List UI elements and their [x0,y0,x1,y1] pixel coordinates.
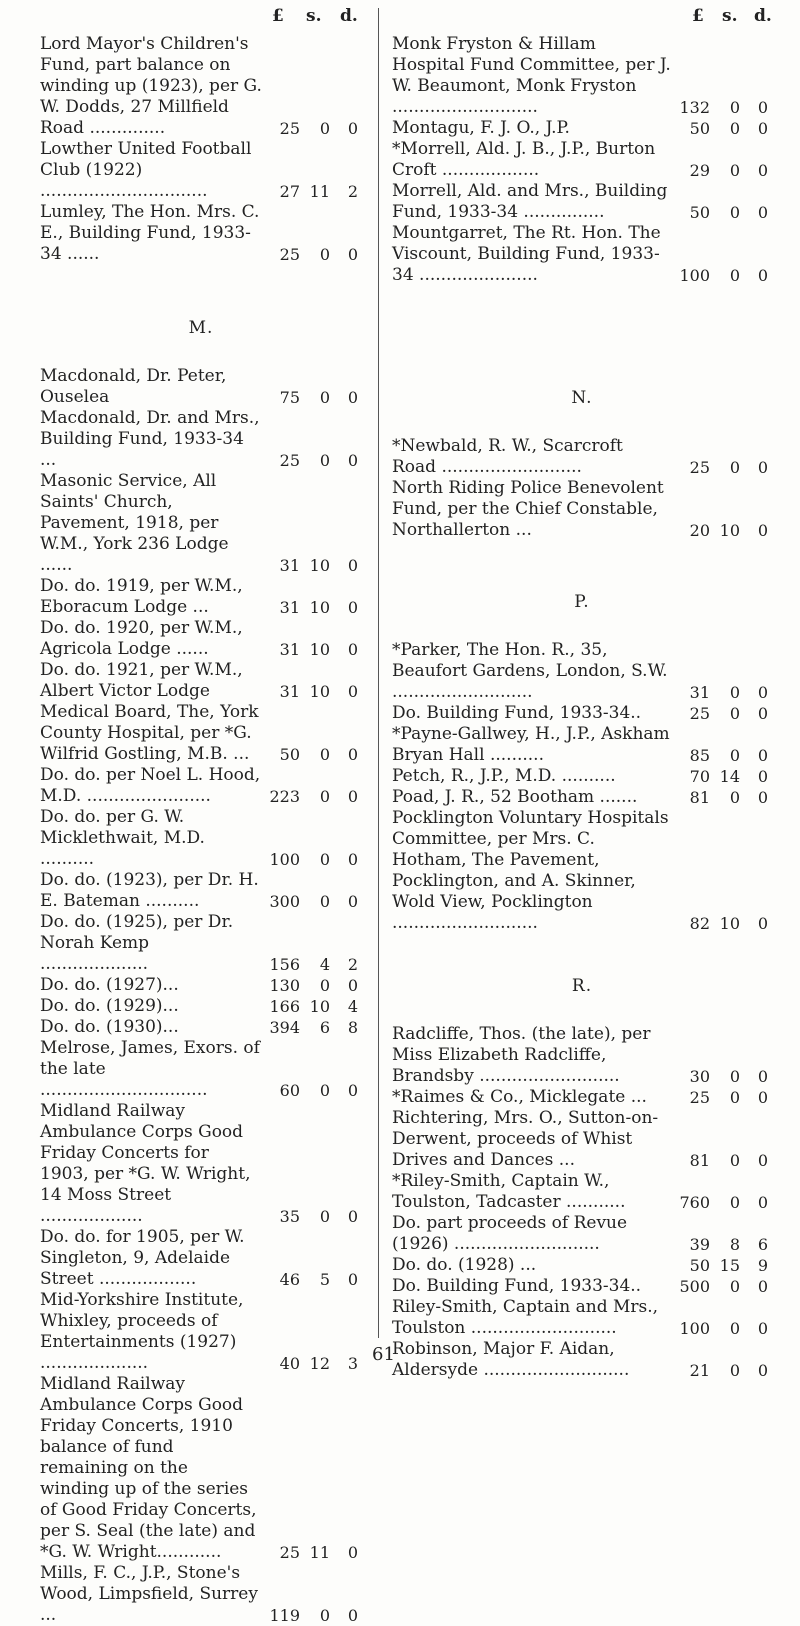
entry-amount [266,786,362,807]
pence-value: 0 [347,1081,358,1100]
entry-amount [676,97,772,118]
shillings-value: 0 [319,245,330,264]
shillings-value: 6 [319,1018,330,1037]
pounds-value: 25 [689,458,710,477]
list-item [40,702,362,765]
pounds-value: 25 [279,119,300,138]
entry-name: Do. do. per G. W. Micklethwait, M.D. .......... [40,807,211,869]
entry-name: *Raimes & Co., Micklegate ... [392,1087,647,1107]
entry-name: Riley-Smith, Captain and Mrs., Toulston ........................... [392,1297,664,1338]
list-item [392,1024,772,1087]
entry-amount [266,1269,362,1290]
list-item [392,766,772,787]
entry-amount [266,639,362,660]
shillings-value: 0 [729,704,740,723]
list-item [392,787,772,808]
entry-amount [266,387,362,408]
entry-name: Do. part proceeds of Revue (1926) ........................... [392,1213,633,1254]
pence-value: 0 [347,1270,358,1289]
pounds-value: 20 [689,521,710,540]
entry-amount [266,181,362,202]
entry-name: Mills, F. C., J.P., Stone's Wood, Limpsfield, Surrey ... [40,1563,264,1625]
pence-value: 0 [347,119,358,138]
pounds-value: 70 [689,767,710,786]
pence-value: 0 [347,598,358,617]
entry-amount [676,1087,772,1108]
entry-amount [266,1353,362,1374]
entry-name: Do. do. 1920, per W.M., Agricola Lodge ...... [40,618,249,659]
entry-amount [266,849,362,870]
entry-amount [676,1360,772,1381]
pounds-value: 166 [269,997,300,1016]
pounds-value: 35 [279,1207,300,1226]
list-item [40,660,362,702]
list-item [40,912,362,975]
shillings-value: 0 [729,1319,740,1338]
shillings-value: 0 [729,1277,740,1296]
pounds-value: 39 [689,1235,710,1254]
list-item [40,408,362,471]
pence-value: 0 [347,640,358,659]
pence-value: 2 [347,955,358,974]
pence-value: 6 [757,1235,768,1254]
list-item [392,1297,772,1339]
pounds-value: 40 [279,1354,300,1373]
pence-header: d. [754,6,772,26]
pence-value: 0 [757,788,768,807]
pounds-value: 119 [269,1606,300,1625]
column-divider [378,8,379,1338]
pence-header: d. [340,6,358,26]
pounds-value: 31 [279,598,300,617]
pence-value: 0 [757,1067,768,1086]
pounds-value: 50 [689,203,710,222]
pence-value: 4 [347,997,358,1016]
entry-amount [266,681,362,702]
pence-value: 0 [347,1207,358,1226]
page-number: 61 [372,1344,395,1365]
pounds-value: 46 [279,1270,300,1289]
pounds-value: 760 [679,1193,710,1212]
pounds-value: 31 [279,556,300,575]
pence-value: 0 [347,682,358,701]
entry-name: Lowther United Football Club (1922) ............................... [40,139,257,201]
pounds-value: 223 [269,787,300,806]
shillings-value: 12 [309,1354,330,1373]
shillings-value: 0 [729,458,740,477]
entry-name: Mid-Yorkshire Institute, Whixley, proceeds of Entertainments (1927) .................... [40,1290,249,1373]
pounds-value: 29 [689,161,710,180]
entry-amount [676,457,772,478]
shillings-value: 0 [319,119,330,138]
list-item [392,1339,772,1381]
pence-value: 0 [347,1606,358,1625]
entry-name: Macdonald, Dr. Peter, Ouselea [40,366,232,407]
list-item [392,1255,772,1276]
section-letter-r: R. [571,976,593,996]
shillings-value: 10 [309,640,330,659]
pence-value: 0 [757,1361,768,1380]
entry-amount [676,682,772,703]
list-item [40,34,362,139]
shillings-value: 0 [319,745,330,764]
list-item [40,870,362,912]
shillings-value: 11 [309,1543,330,1562]
shillings-value: 0 [729,98,740,117]
pence-value: 0 [757,266,768,285]
list-item [392,34,772,118]
entry-name: Poad, J. R., 52 Bootham ....... [392,787,638,807]
list-item [40,202,362,265]
entry-name: Do. do. (1930)... [40,1017,179,1037]
entry-amount [266,597,362,618]
entry-name: Richtering, Mrs. O., Sutton-on-Derwent, proceeds of Whist Drives and Dances ... [392,1108,659,1170]
list-item [40,1101,362,1227]
list-item [392,478,772,541]
shillings-value: 0 [729,203,740,222]
shillings-value: 0 [729,1067,740,1086]
list-item [40,1227,362,1290]
list-item [40,471,362,576]
pence-value: 0 [757,1088,768,1107]
shillings-value: 11 [309,182,330,201]
pounds-value: 85 [689,746,710,765]
list-item [40,139,362,202]
pence-value: 0 [757,1151,768,1170]
entry-name: Midland Railway Ambulance Corps Good Friday Concerts, 1910 balance of fund remaining on the winding up of the series of Good Friday Concerts, per S. Seal (the late) and *G. W. Wright............ [40,1374,262,1562]
pounds-value: 394 [269,1018,300,1037]
list-item [392,1108,772,1171]
pence-value: 0 [757,98,768,117]
pence-value: 0 [757,1193,768,1212]
pence-value: 0 [757,1277,768,1296]
list-item [40,1374,362,1563]
entry-name: *Riley-Smith, Captain W., Toulston, Tadcaster ........... [392,1171,626,1212]
entry-amount [676,1066,772,1087]
pounds-value: 132 [679,98,710,117]
entry-name: Lord Mayor's Children's Fund, part balance on winding up (1923), per G. W. Dodds, 27 Millfield Road .............. [40,34,268,138]
entry-amount [266,996,362,1017]
entry-name: *Payne-Gallwey, H., J.P., Askham Bryan Hall .......... [392,724,676,765]
entry-name: Macdonald, Dr. and Mrs., Building Fund, 1933-34 ... [40,408,265,470]
pounds-value: 25 [689,1088,710,1107]
list-item [40,366,362,408]
entry-amount [266,1605,362,1626]
entry-amount [676,520,772,541]
entry-amount [676,1276,772,1297]
shillings-value: 0 [319,451,330,470]
entry-name: Do. do. for 1905, per W. Singleton, 9, Adelaide Street .................. [40,1227,250,1289]
section-letter-p: P. [574,592,590,612]
list-item [40,576,362,618]
list-item [392,181,772,223]
pence-value: 0 [757,203,768,222]
pounds-value: 100 [269,850,300,869]
entry-name: Masonic Service, All Saints' Church, Pavement, 1918, per W.M., York 236 Lodge ...... [40,471,234,575]
list-item [392,223,772,286]
entry-amount [676,118,772,139]
pounds-header: £ [272,6,284,26]
pence-value: 0 [347,787,358,806]
pence-value: 3 [347,1354,358,1373]
pence-value: 0 [757,704,768,723]
entry-name: Petch, R., J.P., M.D. .......... [392,766,616,786]
list-item [40,1038,362,1101]
list-item [392,436,772,478]
pounds-value: 31 [279,682,300,701]
pence-value: 0 [757,746,768,765]
shillings-value: 0 [319,787,330,806]
pounds-value: 82 [689,914,710,933]
list-item [392,139,772,181]
entry-amount [266,975,362,996]
entry-amount [676,766,772,787]
pounds-value: 30 [689,1067,710,1086]
pounds-value: 300 [269,892,300,911]
pence-value: 9 [757,1256,768,1275]
entry-name: Montagu, F. J. O., J.P. [392,118,570,138]
entry-name: Lumley, The Hon. Mrs. C. E., Building Fund, 1933-34 ...... [40,202,265,264]
entry-amount [266,244,362,265]
shillings-value: 0 [729,1151,740,1170]
shillings-value: 0 [729,119,740,138]
shillings-value: 0 [729,788,740,807]
pence-value: 0 [347,745,358,764]
shillings-value: 15 [719,1256,740,1275]
shillings-value: 0 [729,1193,740,1212]
shillings-value: 10 [309,556,330,575]
pounds-value: 50 [279,745,300,764]
pounds-value: 81 [689,788,710,807]
list-item [392,118,772,139]
pounds-value: 100 [679,1319,710,1338]
entry-name: Do. do. (1928) ... [392,1255,537,1275]
shillings-value: 0 [319,1081,330,1100]
entry-amount [266,954,362,975]
pence-value: 0 [757,521,768,540]
entry-amount [266,1080,362,1101]
pence-value: 0 [757,914,768,933]
pounds-value: 25 [689,704,710,723]
pounds-value: 130 [269,976,300,995]
entry-amount [676,265,772,286]
shillings-value: 0 [729,266,740,285]
pence-value: 0 [757,458,768,477]
pence-value: 0 [347,976,358,995]
pence-value: 0 [347,556,358,575]
left-continued-list [40,34,362,265]
entry-amount [676,1192,772,1213]
entry-name: Do. do. (1923), per Dr. H. E. Bateman .......... [40,870,265,911]
pounds-value: 156 [269,955,300,974]
pounds-value: 50 [689,119,710,138]
list-item [392,1087,772,1108]
shillings-header: s. [722,6,738,26]
pence-value: 0 [347,1543,358,1562]
entry-name: *Newbald, R. W., Scarcroft Road .......................... [392,436,629,477]
pence-value: 0 [347,892,358,911]
entry-name: Do. do. per Noel L. Hood, M.D. ....................... [40,765,266,806]
shillings-value: 0 [319,850,330,869]
entry-amount [266,891,362,912]
shillings-value: 8 [729,1235,740,1254]
shillings-value: 0 [729,1361,740,1380]
shillings-value: 0 [319,1207,330,1226]
entry-name: Do. do. (1925), per Dr. Norah Kemp .................... [40,912,239,974]
entry-name: Do. do. 1919, per W.M., Eboracum Lodge ... [40,576,249,617]
shillings-value: 14 [719,767,740,786]
entry-name: Do. Building Fund, 1933-34.. [392,703,642,723]
pence-value: 0 [757,119,768,138]
shillings-header: s. [306,6,322,26]
pounds-value: 21 [689,1361,710,1380]
pounds-value: 31 [689,683,710,702]
section-n-list [392,436,772,541]
list-item [392,703,772,724]
list-item [392,808,772,934]
pence-value: 0 [757,161,768,180]
entry-amount [676,913,772,934]
right-continued-list [392,34,772,286]
pence-value: 2 [347,182,358,201]
list-item [40,807,362,870]
list-item [392,640,772,703]
entry-name: Robinson, Major F. Aidan, Aldersyde ........................... [392,1339,630,1380]
list-item [40,1017,362,1038]
entry-amount [266,744,362,765]
section-r-list [392,1024,772,1381]
pounds-value: 75 [279,388,300,407]
pounds-value: 25 [279,451,300,470]
section-letter-n: N. [571,388,593,408]
entry-name: Medical Board, The, York County Hospital, per *G. Wilfrid Gostling, M.B. ... [40,702,264,764]
shillings-value: 10 [309,997,330,1016]
pounds-value: 50 [689,1256,710,1275]
shillings-value: 0 [319,388,330,407]
entry-amount [676,1255,772,1276]
entry-amount [676,703,772,724]
entry-amount [676,1234,772,1255]
section-p-list [392,640,772,934]
section-m-list [40,366,362,1626]
entry-amount [676,745,772,766]
shillings-value: 5 [319,1270,330,1289]
entry-name: Radcliffe, Thos. (the late), per Miss Elizabeth Radcliffe, Brandsby .......................... [392,1024,656,1086]
pence-value: 0 [757,767,768,786]
pounds-value: 500 [679,1277,710,1296]
entry-amount [266,1017,362,1038]
pounds-header: £ [692,6,704,26]
entry-name: North Riding Police Benevolent Fund, per the Chief Constable, Northallerton ... [392,478,670,540]
pence-value: 0 [757,1319,768,1338]
shillings-value: 10 [309,598,330,617]
entry-amount [266,450,362,471]
entry-amount [266,1206,362,1227]
pence-value: 0 [347,245,358,264]
pounds-value: 81 [689,1151,710,1170]
entry-amount [266,118,362,139]
pounds-value: 60 [279,1081,300,1100]
shillings-value: 0 [319,1606,330,1625]
pounds-value: 31 [279,640,300,659]
list-item [40,975,362,996]
entry-name: Pocklington Voluntary Hospitals Committee, per Mrs. C. Hotham, The Pavement, Pocklington, and A. Skinner, Wold View, Pocklington ........................... [392,808,674,933]
shillings-value: 0 [729,746,740,765]
entry-amount [676,1318,772,1339]
list-item [40,765,362,807]
entry-name: Melrose, James, Exors. of the late ............................... [40,1038,266,1100]
pence-value: 0 [347,451,358,470]
entry-amount [676,1150,772,1171]
pounds-value: 27 [279,182,300,201]
entry-name: Do. Building Fund, 1933-34.. [392,1276,642,1296]
shillings-value: 0 [729,161,740,180]
list-item [392,1213,772,1255]
entry-amount [676,202,772,223]
pence-value: 0 [347,388,358,407]
list-item [40,1290,362,1374]
pounds-value: 100 [679,266,710,285]
list-item [392,724,772,766]
entry-name: Do. do. 1921, per W.M., Albert Victor Lodge [40,660,249,701]
entry-amount [676,787,772,808]
entry-name: Do. do. (1929)... [40,996,179,1016]
shillings-value: 0 [319,892,330,911]
list-item [392,1171,772,1213]
shillings-value: 0 [729,1088,740,1107]
pence-value: 0 [757,683,768,702]
pounds-value: 25 [279,1543,300,1562]
section-letter-m: M. [188,318,214,338]
pounds-value: 25 [279,245,300,264]
entry-name: Morrell, Ald. and Mrs., Building Fund, 1933-34 ............... [392,181,673,222]
entry-amount [266,555,362,576]
shillings-value: 10 [719,521,740,540]
shillings-value: 0 [319,976,330,995]
entry-amount [676,160,772,181]
pence-value: 8 [347,1018,358,1037]
list-item [40,618,362,660]
shillings-value: 0 [729,683,740,702]
shillings-value: 4 [319,955,330,974]
list-item [40,996,362,1017]
entry-name: Midland Railway Ambulance Corps Good Friday Concerts for 1903, per *G. W. Wright, 14 Moss Street ................... [40,1101,256,1226]
entry-name: Do. do. (1927)... [40,975,179,995]
entry-name: *Parker, The Hon. R., 35, Beaufort Gardens, London, S.W. .......................... [392,640,673,702]
entry-name: *Morrell, Ald. J. B., J.P., Burton Croft .................. [392,139,661,180]
list-item [40,1563,362,1626]
entry-name: Mountgarret, The Rt. Hon. The Viscount, Building Fund, 1933-34 ...................... [392,223,667,285]
shillings-value: 10 [309,682,330,701]
pence-value: 0 [347,850,358,869]
shillings-value: 10 [719,914,740,933]
entry-name: Monk Fryston & Hillam Hospital Fund Committee, per J. W. Beaumont, Monk Fryston ........................... [392,34,677,117]
list-item [392,1276,772,1297]
entry-amount [266,1542,362,1563]
